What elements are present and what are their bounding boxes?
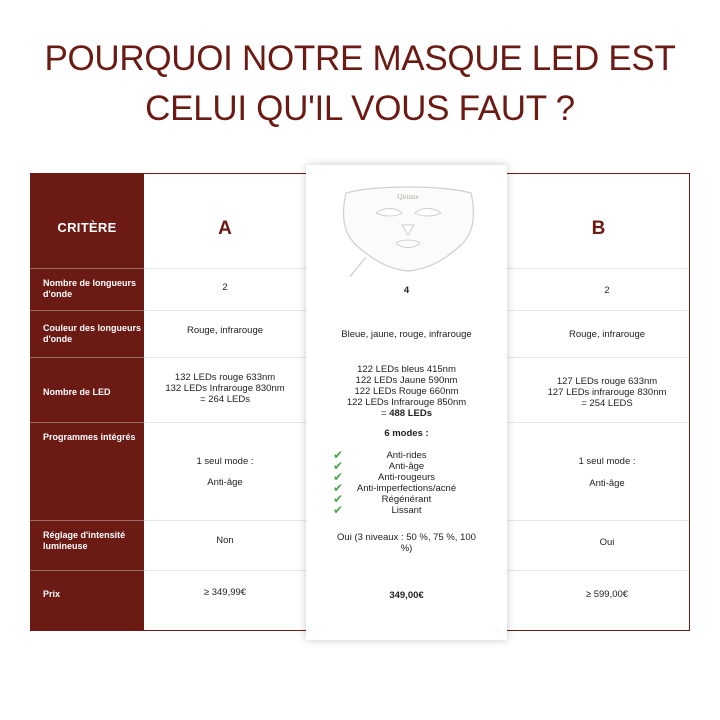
criterion-price: Prix: [43, 589, 61, 599]
criterion-colors: Couleur des longueurs d'onde: [43, 323, 142, 344]
b-colors: Rouge, infrarouge: [568, 329, 646, 340]
title-line-2: CELUI QU'IL VOUS FAUT ?: [145, 89, 575, 128]
a-led-count: [144, 372, 306, 405]
b-led-line: 127 LEDs infrarouge 830nm: [547, 387, 667, 398]
criteria-divider: [30, 310, 144, 311]
b-led-count: [507, 376, 707, 409]
ours-led-line: 122 LEDs Infrarouge 850nm: [346, 397, 467, 408]
criteria-header: CRITÈRE: [57, 220, 117, 235]
product-logo: Qirinne: [397, 193, 419, 201]
mode-label: Anti-rougeurs: [377, 472, 436, 483]
criterion-led-count: Nombre de LED: [43, 387, 111, 397]
title-line-1: POURQUOI NOTRE MASQUE LED EST: [44, 39, 676, 78]
b-intensity: Oui: [599, 537, 615, 548]
criteria-divider: [30, 422, 144, 423]
ours-led-line: 122 LEDs Jaune 590nm: [355, 375, 458, 386]
led-mask-image: [336, 185, 481, 277]
mode-label: Lissant: [391, 505, 422, 516]
a-colors: Rouge, infrarouge: [186, 325, 264, 336]
ours-led-line: 122 LEDs bleus 415nm: [357, 364, 456, 375]
ours-wavelengths: 4: [403, 285, 410, 296]
b-programs-mode: Anti-âge: [589, 478, 625, 489]
criterion-intensity: Réglage d'intensité lumineuse: [43, 530, 126, 551]
b-led-line: 127 LEDs rouge 633nm: [556, 376, 658, 387]
criteria-divider: [30, 570, 144, 571]
mode-label: Anti-rides: [386, 450, 427, 461]
mode-item: [306, 505, 507, 516]
criteria-divider: [30, 268, 144, 269]
ours-price: 349,00€: [389, 590, 424, 601]
mode-label: Régénérant: [381, 494, 432, 505]
criteria-column: [30, 173, 144, 631]
criteria-divider: [30, 357, 144, 358]
column-header-b: B: [591, 218, 606, 239]
checkmark-icon: ✔: [333, 448, 344, 462]
a-led-line: 132 LEDs rouge 633nm: [174, 372, 276, 383]
a-led-line: 132 LEDs Infrarouge 830nm: [165, 383, 285, 394]
a-programs-title: 1 seul mode :: [196, 456, 254, 467]
a-programs-mode: Anti-âge: [207, 477, 243, 488]
a-led-total: = 264 LEDs: [200, 394, 250, 405]
ours-colors: Bleue, jaune, rouge, infrarouge: [341, 329, 472, 340]
criteria-divider: [30, 520, 144, 521]
b-programs-title: 1 seul mode :: [578, 456, 636, 467]
criterion-wavelengths: Nombre de longueurs d'onde: [43, 278, 137, 299]
b-wavelengths: 2: [604, 285, 610, 296]
a-price: ≥ 349,99€: [203, 587, 247, 598]
a-wavelengths: 2: [222, 282, 228, 293]
checkmark-icon: ✔: [333, 481, 344, 495]
ours-programs-title: 6 modes :: [384, 428, 429, 439]
checkmark-icon: ✔: [333, 459, 344, 473]
b-price: ≥ 599,00€: [585, 589, 629, 600]
checkmark-icon: ✔: [333, 470, 344, 484]
a-intensity: Non: [216, 535, 234, 546]
criterion-programs: Programmes intégrés: [43, 432, 136, 442]
ours-intensity: Oui (3 niveaux : 50 %, 75 %, 100 %): [337, 532, 476, 554]
page-title: [0, 34, 720, 134]
ours-led-total-value: 488 LEDs: [389, 408, 432, 419]
ours-led-count: [306, 364, 507, 419]
ours-led-total-prefix: =: [381, 408, 390, 419]
ours-led-line: 122 LEDs Rouge 660nm: [354, 386, 459, 397]
checkmark-icon: ✔: [333, 492, 344, 506]
ours-led-total: [306, 408, 507, 419]
mode-label: Anti-âge: [388, 461, 425, 472]
mode-label: Anti-imperfections/acné: [356, 483, 457, 494]
column-header-a: A: [218, 218, 232, 239]
checkmark-icon: ✔: [333, 503, 344, 517]
b-led-total: = 254 LEDS: [581, 398, 633, 409]
